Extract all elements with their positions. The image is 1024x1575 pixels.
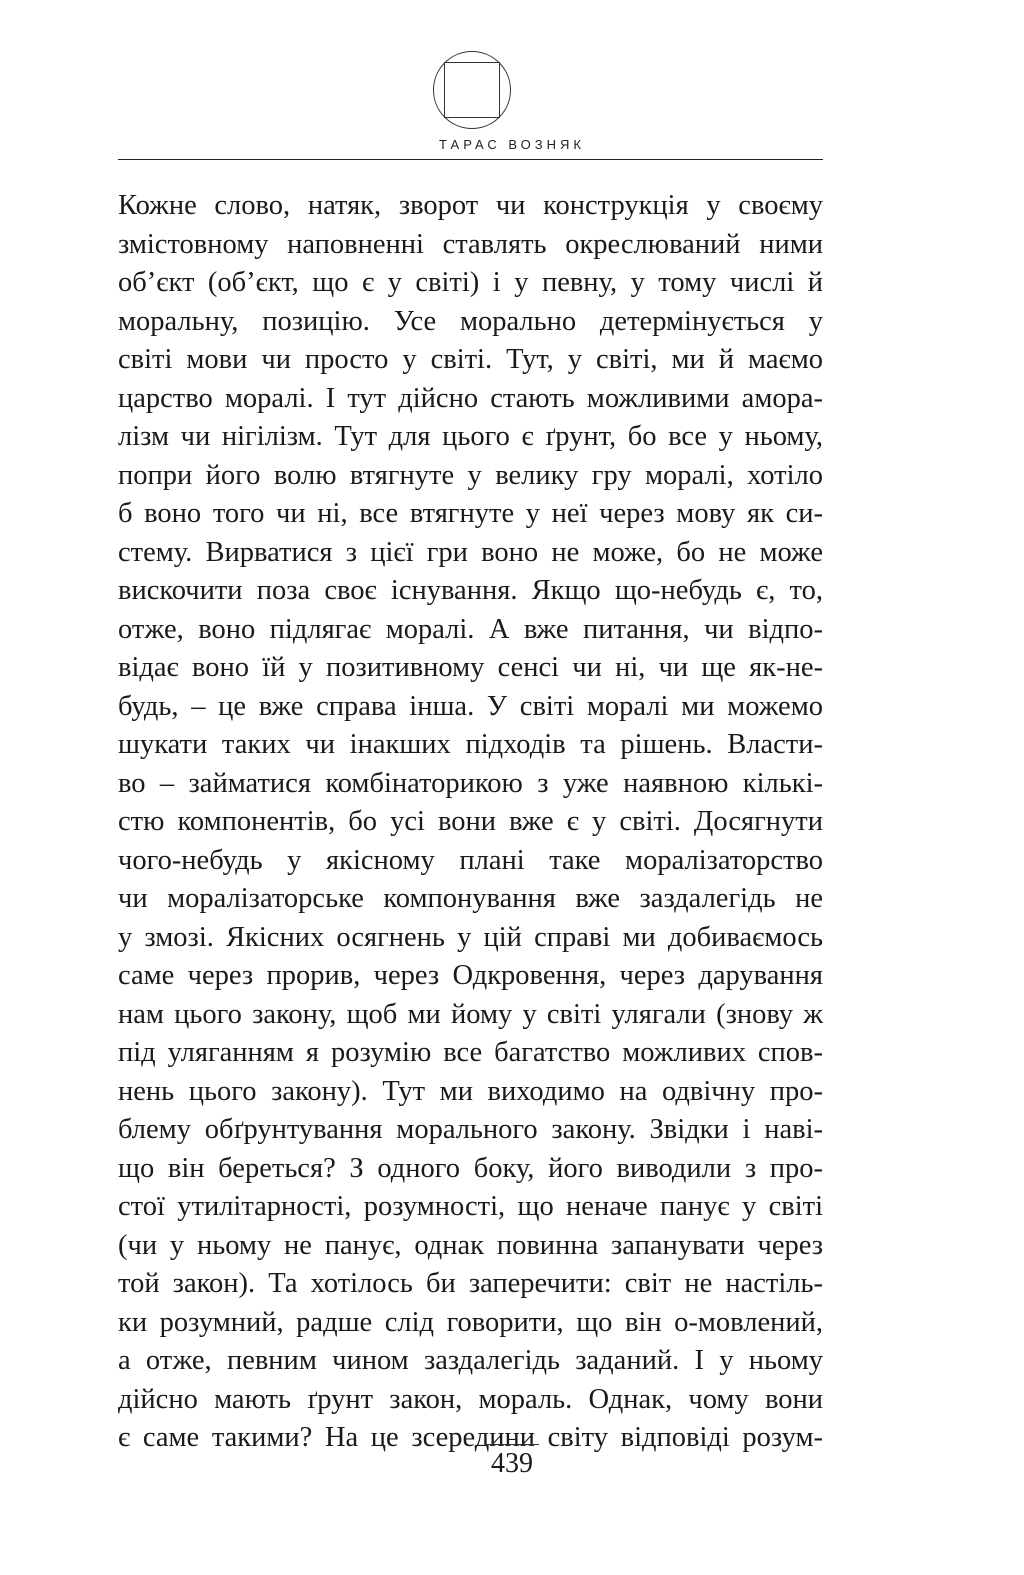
- text-line: дійсно мають ґрунт закон, мораль. Однак, чому вони: [118, 1383, 823, 1415]
- page-number: [0, 1444, 1024, 1480]
- text-line: ки розумний, радше слід говорити, що він о-мовлений,: [118, 1306, 823, 1338]
- body-text: [118, 187, 823, 1458]
- text-line: (чи у ньому не панує, однак повинна запанувати через: [118, 1229, 823, 1261]
- header-divider: [118, 159, 823, 160]
- text-line: чи моралізаторське компонування вже заздалегідь не: [118, 883, 823, 914]
- text-line: нень цього закону). Тут ми виходимо на одвічну про-: [118, 1075, 823, 1107]
- text-line: моральну, позицію. Усе морально детермінується у: [118, 305, 823, 337]
- text-line: відає воно їй у позитивному сенсі чи ні, чи ще як-не-: [118, 652, 823, 683]
- text-line: вискочити поза своє існування. Якщо що-небудь є, то,: [118, 575, 823, 606]
- text-line: отже, воно підлягає моралі. А вже питання, чи відпо-: [118, 613, 823, 645]
- text-line: попри його волю втягнуте у велику гру моралі, хотіло: [118, 459, 823, 491]
- text-line: во – займатися комбінаторикою з уже наявною кількі-: [118, 767, 823, 799]
- text-line: царство моралі. І тут дійсно стають можливими амора-: [118, 382, 823, 414]
- text-line: шукати таких чи інакших підходів та рішень. Власти-: [118, 729, 823, 760]
- text-line: лізм чи нігілізм. Тут для цього є ґрунт, бо все у ньому,: [118, 421, 823, 452]
- text-line: той закон). Та хотілось би заперечити: світ не настіль-: [118, 1268, 823, 1299]
- text-line: стю компонентів, бо усі вони вже є у світі. Досягнути: [118, 806, 823, 837]
- page-number-value: 439: [491, 1444, 533, 1480]
- text-line: б воно того чи ні, все втягнуте у неї через мову як си-: [118, 498, 823, 529]
- text-line: є саме такими? На це зсередини світу відповіді розум-: [118, 1422, 823, 1453]
- circle-square-emblem-icon: [432, 50, 512, 130]
- text-line: чого-небудь у якісному плані таке моралізаторство: [118, 844, 823, 876]
- text-line: стему. Вирватися з цієї гри воно не може, бо не може: [118, 536, 823, 568]
- text-line: об’єкт (об’єкт, що є у світі) і у певну, у тому числі й: [118, 267, 823, 298]
- text-line: що він береться? З одного боку, його виводили з про-: [118, 1152, 823, 1184]
- text-line: блему обґрунтування морального закону. Звідки і наві-: [118, 1114, 823, 1145]
- text-line: саме через прорив, через Одкровення, через дарування: [118, 960, 823, 991]
- text-line: а отже, певним чином заздалегідь заданий. І у ньому: [118, 1345, 823, 1376]
- text-line: змістовному наповненні ставлять окреслюваний ними: [118, 228, 823, 260]
- text-line: Кожне слово, натяк, зворот чи конструкція у своєму: [118, 190, 823, 221]
- text-line: під уляганням я розумію все багатство можливих спов-: [118, 1037, 823, 1068]
- text-line: будь, – це вже справа інша. У світі моралі ми можемо: [118, 690, 823, 722]
- text-line: стої утилітарності, розумності, що неначе панує у світі: [118, 1191, 823, 1222]
- text-line: світі мови чи просто у світі. Тут, у світі, ми й маємо: [118, 344, 823, 375]
- text-line: у змозі. Якісних осягнень у цій справі ми добиваємось: [118, 921, 823, 953]
- running-header-author: ТАРАС ВОЗНЯК: [439, 137, 585, 152]
- text-line: нам цього закону, щоб ми йому у світі улягали (знову ж: [118, 998, 823, 1030]
